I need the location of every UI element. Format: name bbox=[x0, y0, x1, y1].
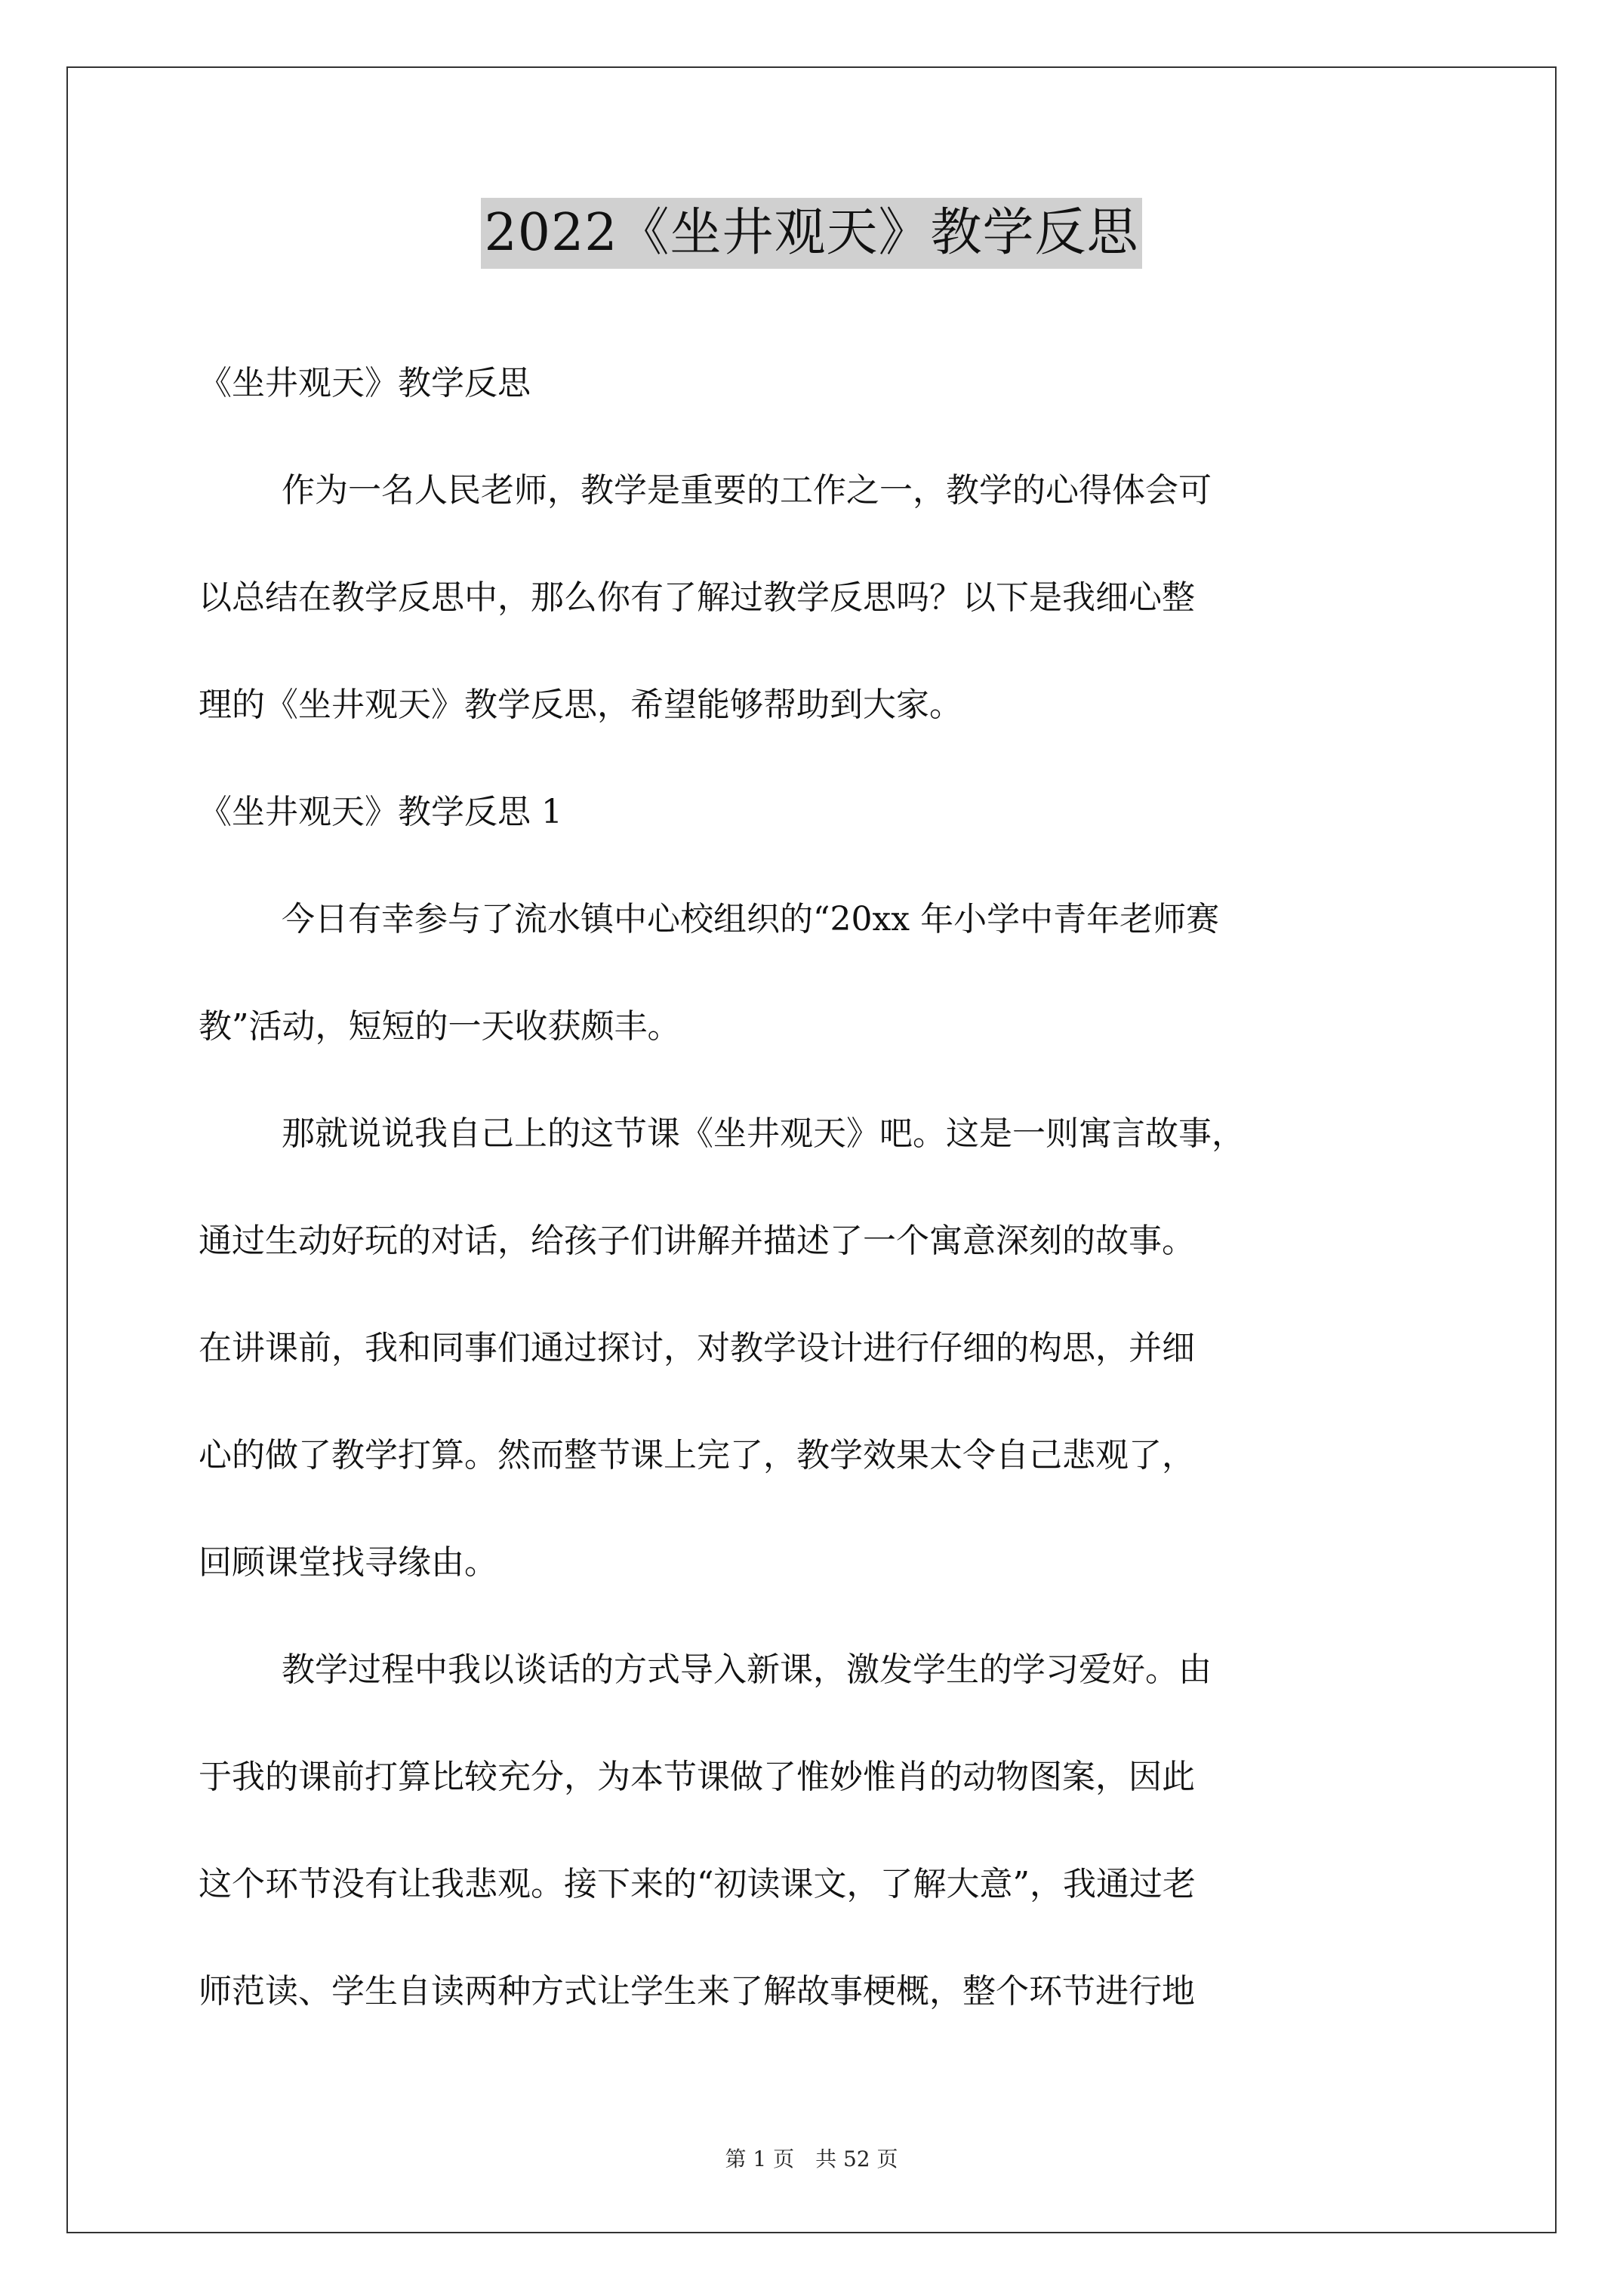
document-title-wrap bbox=[0, 198, 1623, 269]
p3-line-3: 这个环节没有让我悲观。接下来的“初读课文，了解大意”，我通过老 bbox=[199, 1865, 1196, 1903]
intro-line-3: 理的《坐井观天》教学反思，希望能够帮助到大家。 bbox=[199, 686, 962, 724]
p1-line-2: 教”活动，短短的一天收获颇丰。 bbox=[199, 1007, 681, 1046]
intro-line-2: 以总结在教学反思中，那么你有了解过教学反思吗？以下是我细心整 bbox=[199, 578, 1195, 617]
page-footer: 第 1 页 共 52 页 bbox=[725, 2147, 898, 2171]
p3-line-1: 教学过程中我以谈话的方式导入新课，激发学生的学习爱好。由 bbox=[282, 1650, 1212, 1689]
section-heading: 《坐井观天》教学反思 bbox=[199, 364, 531, 402]
p2-line-1: 那就说说我自己上的这节课《坐井观天》吧。这是一则寓言故事， bbox=[282, 1114, 1245, 1153]
section-heading-1: 《坐井观天》教学反思 1 bbox=[199, 793, 562, 831]
intro-line-1: 作为一名人民老师，教学是重要的工作之一，教学的心得体会可 bbox=[282, 471, 1212, 510]
p2-line-3: 在讲课前，我和同事们通过探讨，对教学设计进行仔细的构思，并细 bbox=[199, 1329, 1195, 1367]
p3-line-2: 于我的课前打算比较充分，为本节课做了惟妙惟肖的动物图案，因此 bbox=[199, 1758, 1195, 1796]
p2-line-5: 回顾课堂找寻缘由。 bbox=[199, 1543, 497, 1582]
p2-line-4: 心的做了教学打算。然而整节课上完了，教学效果太令自己悲观了， bbox=[199, 1436, 1195, 1475]
p3-line-4: 师范读、学生自读两种方式让学生来了解故事梗概，整个环节进行地 bbox=[199, 1972, 1195, 2011]
p2-line-2: 通过生动好玩的对话，给孩子们讲解并描述了一个寓意深刻的故事。 bbox=[199, 1222, 1195, 1260]
p1-line-1: 今日有幸参与了流水镇中心校组织的“20xx 年小学中青年老师赛 bbox=[282, 900, 1220, 938]
document-title: 2022《坐井观天》教学反思 bbox=[481, 198, 1141, 269]
